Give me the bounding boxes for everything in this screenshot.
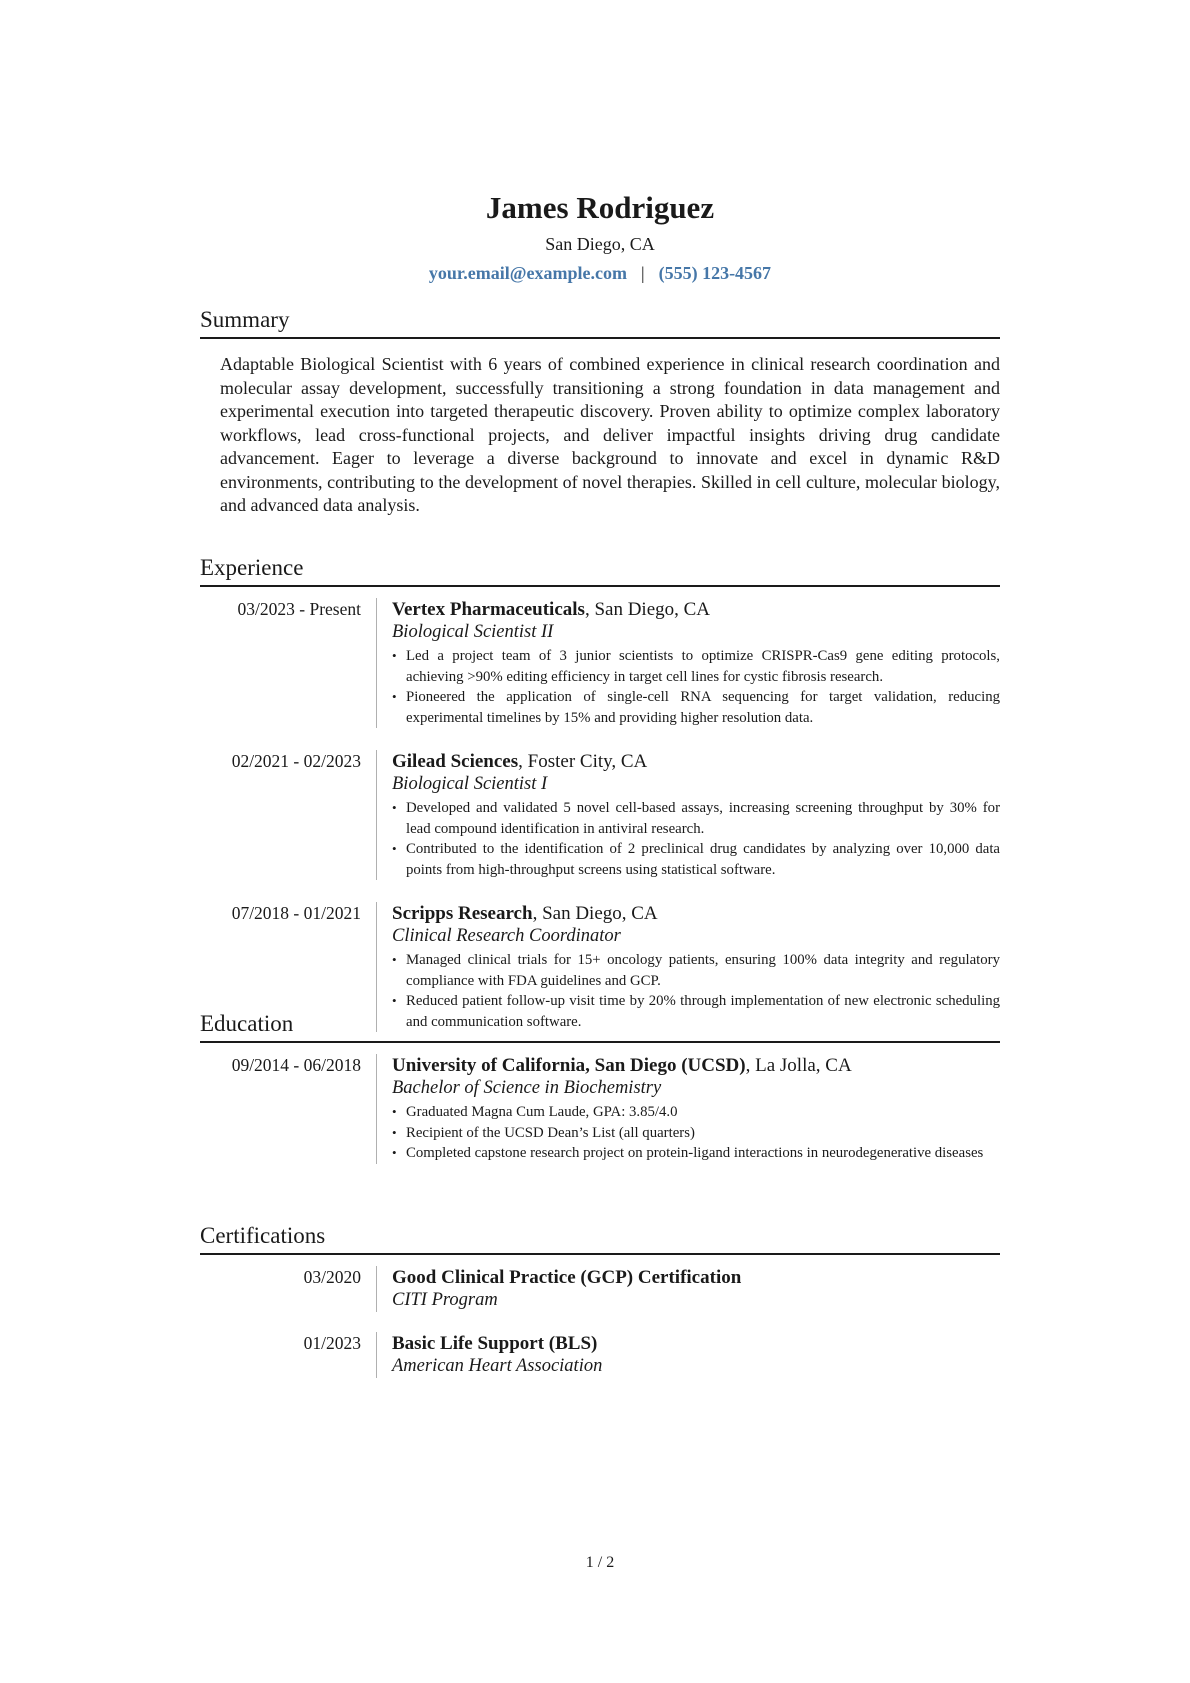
section-divider: [200, 1041, 1000, 1043]
bullet-item: • Led a project team of 3 junior scientists to optimize CRISPR-Cas9 gene editing protocols, achieving >90% editing efficiency in target cell lines for cystic fibrosis research.: [392, 646, 1000, 687]
entry-body: [376, 598, 1000, 728]
bullet-item: • Reduced patient follow-up visit time by 20% through implementation of new electronic scheduling and communication software.: [392, 991, 1000, 1032]
entry-bullets: [392, 798, 1000, 880]
entry-dates: 09/2014 - 06/2018: [231, 1055, 361, 1075]
entry-role: Clinical Research Coordinator: [392, 926, 621, 946]
entry-dates: 02/2021 - 02/2023: [231, 751, 361, 771]
bullet-item: • Graduated Magna Cum Laude, GPA: 3.85/4.0: [392, 1102, 1000, 1123]
section-divider: [200, 337, 1000, 339]
resume-page: [200, 0, 1000, 1683]
entry-organization: Good Clinical Practice (GCP) Certification: [392, 1267, 742, 1288]
entry-body: [376, 750, 1000, 880]
entry-location: , San Diego, CA: [532, 903, 658, 924]
entry-organization: Scripps Research: [392, 903, 533, 924]
entry-bullets: [392, 646, 1000, 728]
experience-section: [200, 553, 1000, 1032]
entry-organization: Vertex Pharmaceuticals: [392, 599, 585, 620]
bullet-item: • Managed clinical trials for 15+ oncology patients, ensuring 100% data integrity and regulatory compliance with FDA guidelines and GCP.: [392, 950, 1000, 991]
entry-heading: [392, 598, 1000, 621]
entry-dates: 07/2018 - 01/2021: [231, 903, 361, 923]
phone-link[interactable]: (555) 123-4567: [658, 263, 772, 283]
entry-body: [376, 1266, 1000, 1312]
entry-role: Biological Scientist I: [392, 774, 548, 794]
candidate-name: James Rodriguez: [485, 190, 715, 225]
entry-bullets: [392, 1102, 1000, 1164]
entry-organization: Gilead Sciences: [392, 751, 519, 772]
entry-item: [200, 1054, 1000, 1164]
contact-line: [200, 261, 1000, 285]
bullet-item: • Contributed to the identification of 2 preclinical drug candidates by analyzing over 10,000 data points from high-throughput screens using statistical software.: [392, 839, 1000, 880]
section-title-certifications: Certifications: [200, 1223, 326, 1248]
candidate-location: San Diego, CA: [545, 234, 655, 254]
certifications-section: [200, 1221, 1000, 1378]
section-title-education: Education: [200, 1011, 294, 1036]
section-divider: [200, 1253, 1000, 1255]
entry-issuer: CITI Program: [392, 1290, 498, 1310]
section-title-experience: Experience: [200, 555, 304, 580]
bullet-item: • Recipient of the UCSD Dean’s List (all quarters): [392, 1123, 1000, 1144]
entry-issuer: American Heart Association: [392, 1356, 603, 1376]
entry-dates: 01/2023: [303, 1333, 361, 1353]
entry-item: [200, 598, 1000, 728]
entry-organization: Basic Life Support (BLS): [392, 1333, 598, 1354]
entry-body: [376, 1054, 1000, 1164]
entry-heading: [392, 1266, 1000, 1289]
entry-heading: [392, 750, 1000, 773]
entry-location: , San Diego, CA: [584, 599, 711, 620]
section-divider: [200, 585, 1000, 587]
entry-heading: [392, 902, 1000, 925]
entry-heading: [392, 1054, 1000, 1077]
resume-header: [200, 188, 1000, 285]
bullet-item: • Developed and validated 5 novel cell-based assays, increasing screening throughput by 30% for lead compound identification in antiviral research.: [392, 798, 1000, 839]
email-link[interactable]: your.email@example.com: [428, 263, 627, 283]
education-section: [200, 1009, 1000, 1164]
summary-section: [200, 305, 1000, 518]
page-number: 1 / 2: [585, 1554, 615, 1571]
entry-item: [200, 750, 1000, 880]
entry-role: Bachelor of Science in Biochemistry: [392, 1078, 662, 1098]
entry-item: [200, 1266, 1000, 1312]
entry-item: [200, 1332, 1000, 1378]
entry-dates: 03/2020: [303, 1267, 361, 1287]
entry-role: Biological Scientist II: [392, 622, 554, 642]
entry-location: , La Jolla, CA: [745, 1055, 852, 1076]
section-title-summary: Summary: [200, 307, 290, 332]
entry-heading: [392, 1332, 1000, 1355]
entry-dates: 03/2023 - Present: [237, 599, 361, 619]
entry-location: , Foster City, CA: [518, 751, 648, 772]
entry-organization: University of California, San Diego (UCSD): [392, 1055, 746, 1076]
contact-separator: |: [640, 263, 645, 283]
certifications-list: [200, 1266, 1000, 1378]
bullet-item: • Completed capstone research project on protein-ligand interactions in neurodegenerative diseases: [392, 1143, 1000, 1164]
education-list: [200, 1054, 1000, 1164]
bullet-item: • Pioneered the application of single-cell RNA sequencing for target validation, reducing experimental timelines by 15% and providing higher resolution data.: [392, 687, 1000, 728]
summary-text: Adaptable Biological Scientist with 6 years of combined experience in clinical research coordination and molecular assay development, successfully transitioning a strong foundation in data management and experimental execution into targeted therapeutic discovery. Proven ability to optimize complex laboratory workflows, lead cross-functional projects, and deliver impactful insights driving drug candidate advancement. Eager to leverage a diverse background to innovate and excel in dynamic R&D environments, contributing to the development of novel therapies. Skilled in cell culture, molecular biology, and advanced data analysis.: [220, 354, 1000, 515]
experience-list: [200, 598, 1000, 1032]
entry-body: [376, 1332, 1000, 1378]
